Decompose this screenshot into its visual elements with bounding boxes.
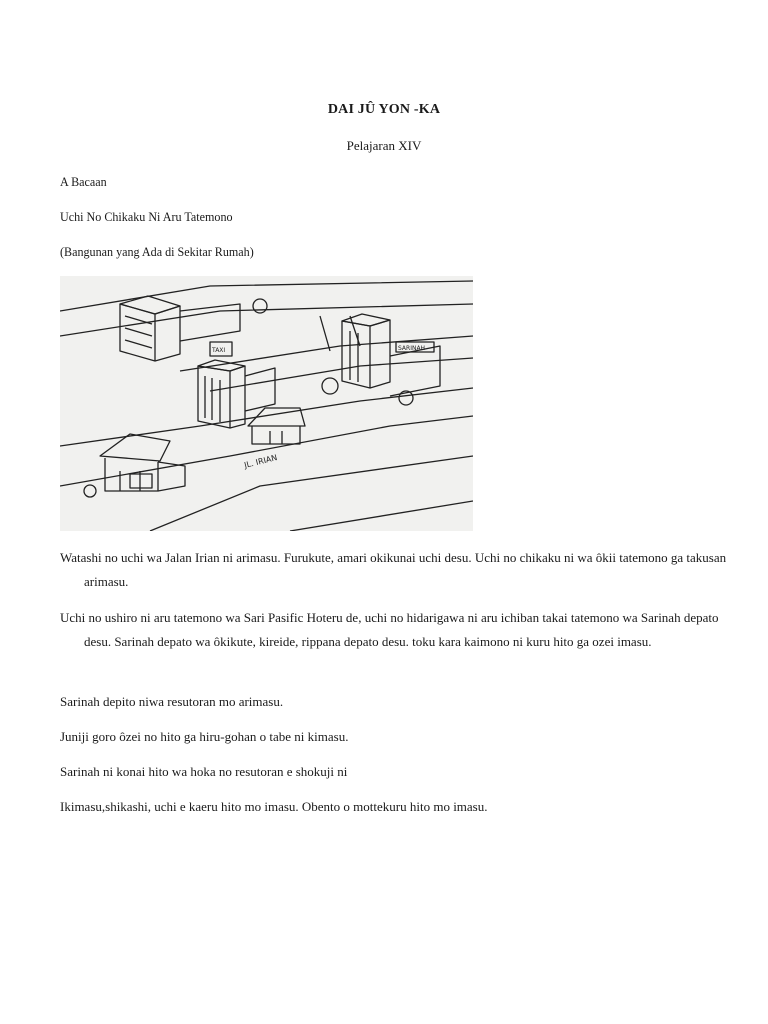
paragraph-4: Juniji goro ôzei no hito ga hiru-gohan o tabe ni kimasu. [60, 729, 349, 744]
paragraph-1: Watashi no uchi wa Jalan Irian ni arimasu. Furukute, amari okikunai uchi desu. Uchi no chikaku ni wa ôkii tatemono ga takusan arimasu. [60, 550, 727, 589]
paragraph-3: Sarinah depito niwa resutoran mo arimasu. [60, 694, 284, 709]
paragraph-6: Ikimasu,shikashi, uchi e kaeru hito mo imasu. Obento o mottekuru hito mo imasu. [60, 799, 488, 814]
reading-title: Uchi No Chikaku Ni Aru Tatemono [60, 209, 233, 224]
lesson-title: DAI JÛ YON -KA [327, 102, 441, 117]
section-heading: A Bacaan [60, 174, 107, 189]
street-illustration [60, 276, 473, 531]
reading-translation: (Bangunan yang Ada di Sekitar Rumah) [60, 244, 254, 259]
street-sign-label: JL. IRIAN [243, 453, 279, 470]
lesson-subtitle: Pelajaran XIV [346, 138, 422, 153]
store-sign-label: SARINAH [398, 345, 426, 352]
paragraph-2: Uchi no ushiro ni aru tatemono wa Sari Pasific Hoteru de, uchi no hidarigawa ni aru ichiban takai tatemono wa Sarinah depato desu. Sarinah depato wa ôkikute, kireide, rippana depato desu. toku kara kaimono ni kuru hito ga ozei imasu. [60, 610, 719, 649]
paragraph-5: Sarinah ni konai hito wa hoka no resutoran e shokuji ni [60, 764, 348, 779]
taxi-sign-label: TAXI [212, 347, 226, 354]
